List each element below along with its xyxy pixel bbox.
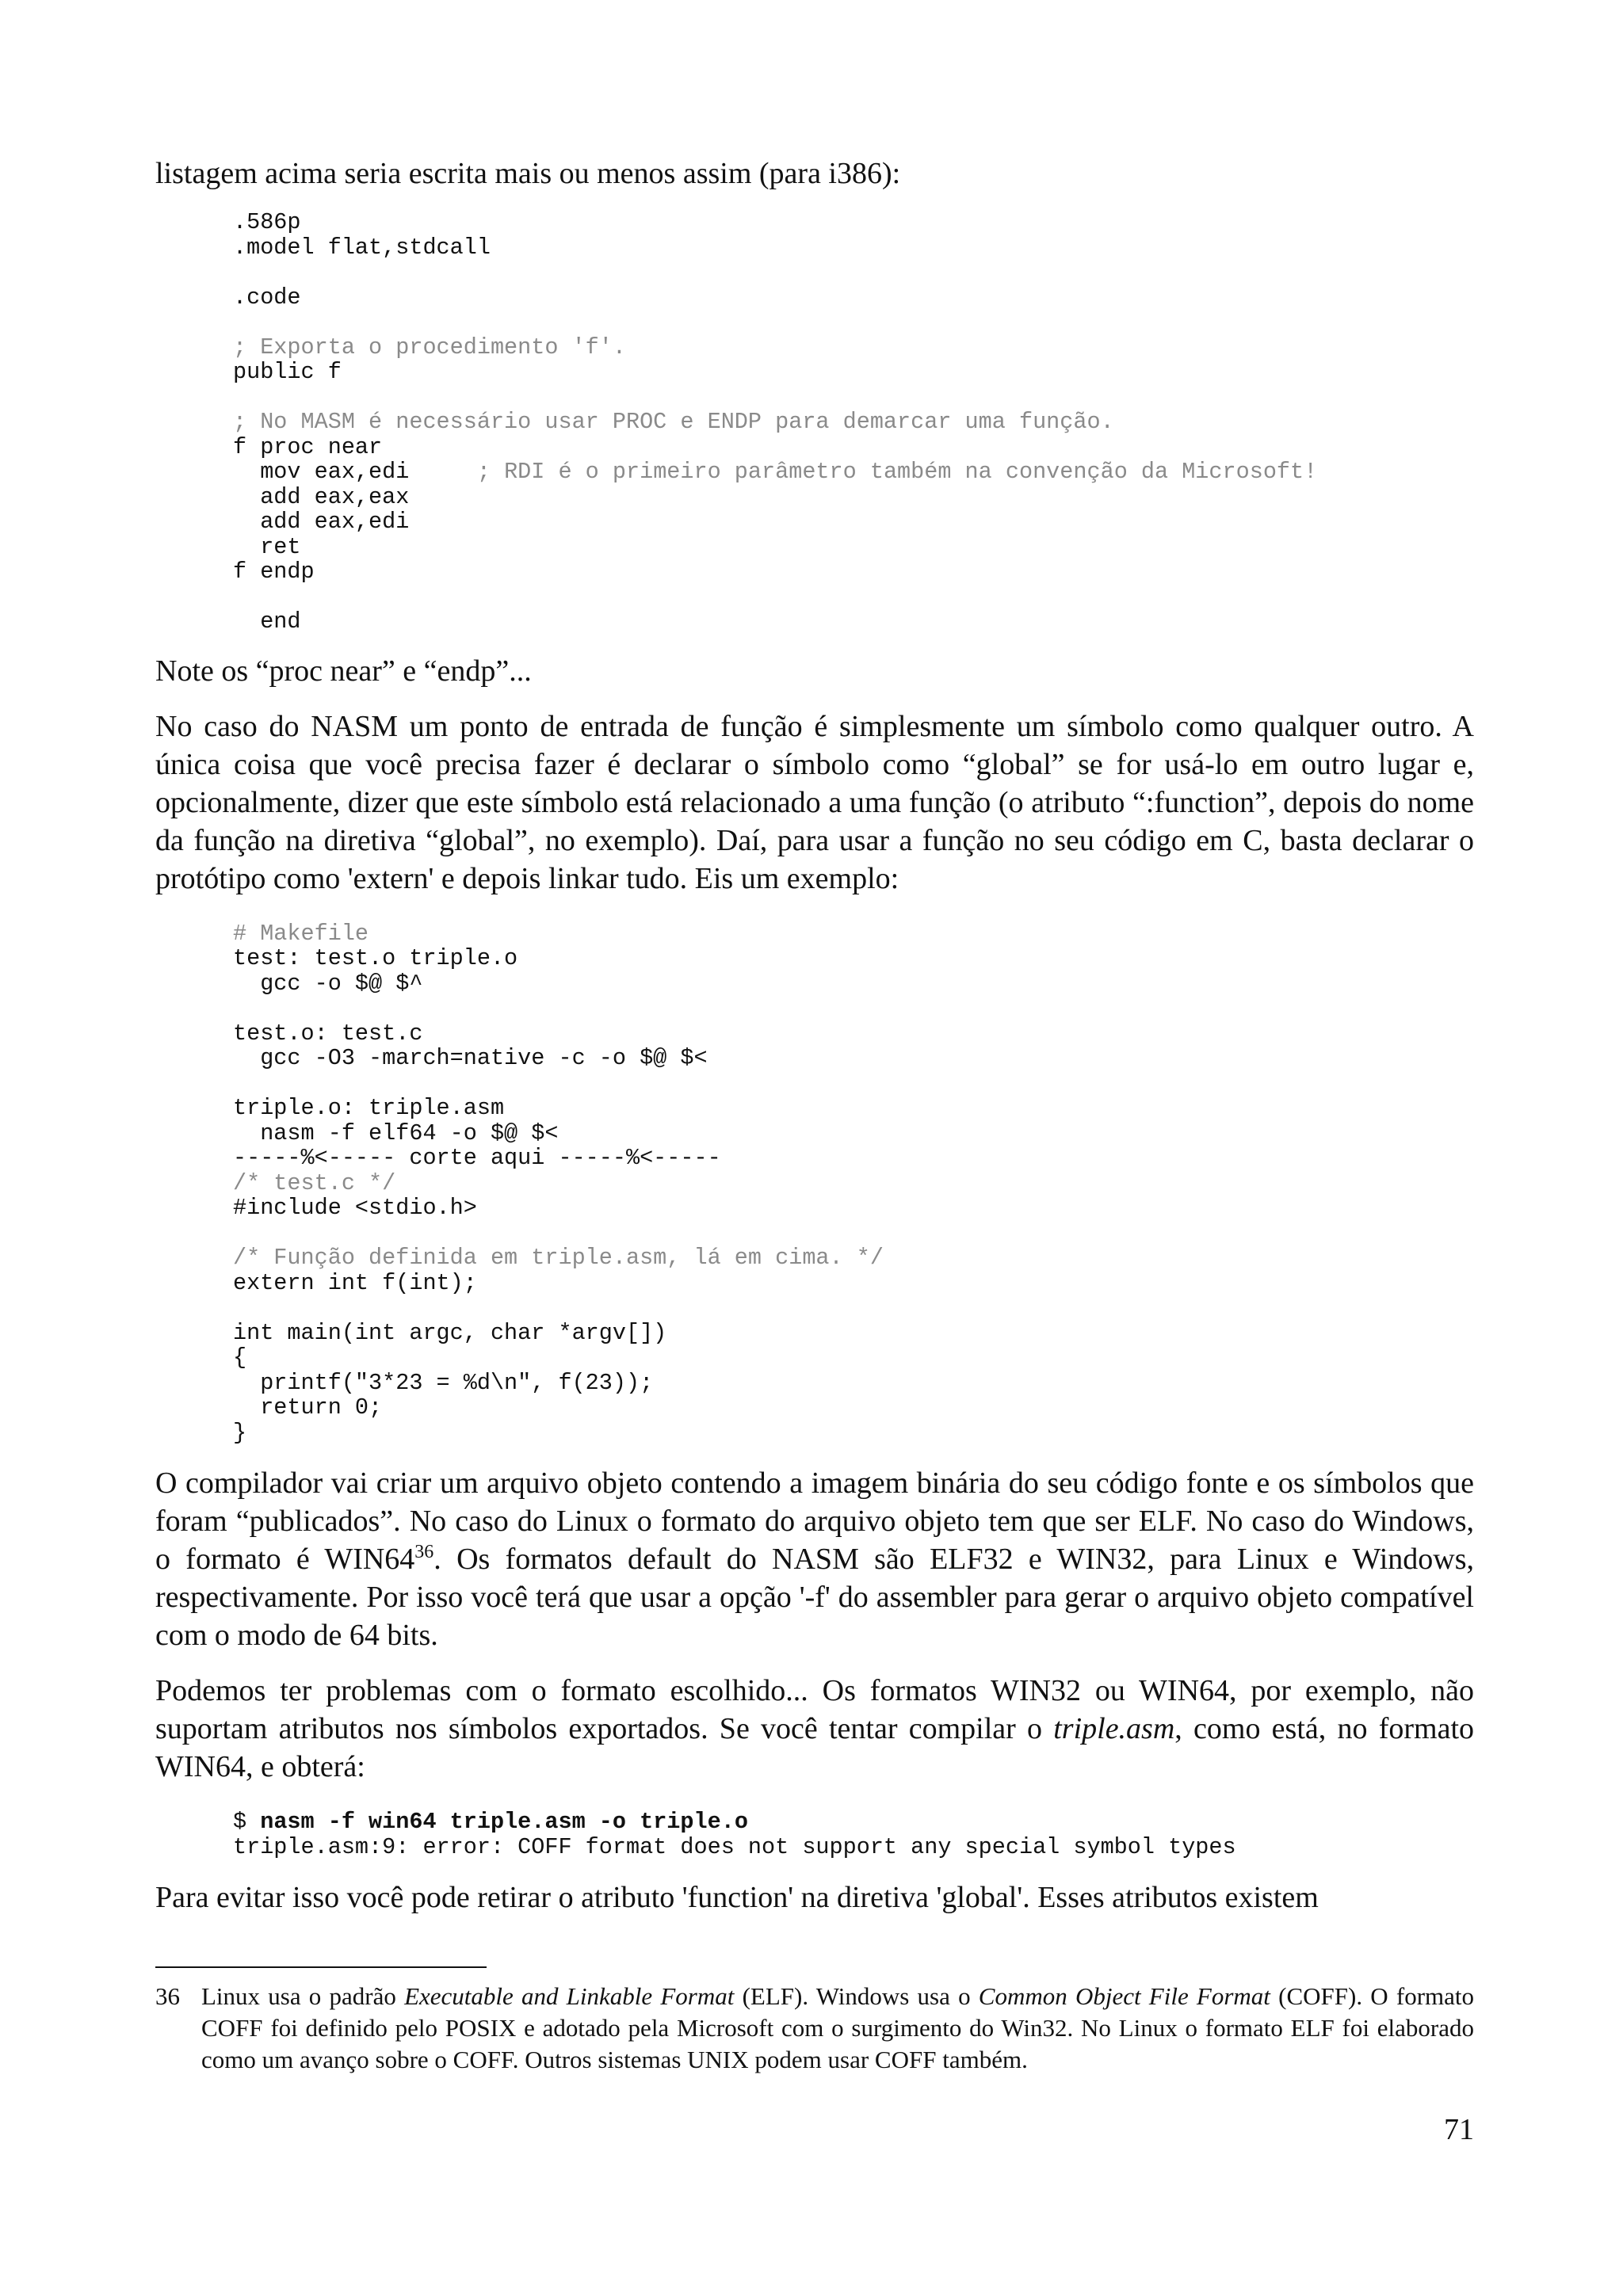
code-line: printf("3*23 = %d\n", f(23)); — [233, 1369, 654, 1396]
footnote — [155, 1981, 1474, 2076]
code-comment: ; Exporta o procedimento 'f'. — [233, 334, 626, 360]
footnote-reference: 36 — [414, 1542, 434, 1562]
code-comment: ; RDI é o primeiro parâmetro também na convenção da Microsoft! — [476, 459, 1318, 485]
code-line: ret — [233, 533, 301, 560]
filename-emphasis: triple.asm — [1053, 1712, 1175, 1745]
code-line: return 0; — [233, 1394, 383, 1421]
paragraph-text: Podemos ter problemas com o formato escolhido... Os formatos WIN32 ou WIN64, por exemplo, não suportam atributos nos símbolos exportados. Se você tentar compilar o — [155, 1674, 1474, 1745]
code-block-terminal — [155, 1810, 1474, 1859]
code-line: } — [233, 1419, 247, 1446]
code-line: add eax,edi — [233, 509, 410, 535]
page-body — [155, 154, 1474, 1917]
code-line: { — [233, 1344, 247, 1371]
code-line: .code — [233, 284, 301, 311]
code-line: f endp — [233, 559, 315, 585]
paragraph-avoid: Para evitar isso você pode retirar o atributo 'function' na diretiva 'global'. Esses atributos existem — [155, 1881, 1319, 1914]
code-line: .model flat,stdcall — [233, 234, 491, 261]
paragraph-compiler — [155, 1464, 1474, 1654]
code-line: test: test.o triple.o — [233, 945, 518, 971]
code-comment: # Makefile — [233, 920, 369, 947]
page-number: 71 — [1444, 2113, 1474, 2146]
code-line: test.o: test.c — [233, 1020, 423, 1047]
code-line: extern int f(int); — [233, 1269, 477, 1296]
footnote-text — [201, 1981, 1474, 2076]
code-comment: ; No MASM é necessário usar PROC e ENDP para demarcar uma função. — [233, 409, 1114, 435]
terminal-error: triple.asm:9: error: COFF format does not support any special symbol types — [233, 1833, 1236, 1860]
paragraph-note: Note os “proc near” e “endp”... — [155, 654, 532, 688]
code-line: int main(int argc, char *argv[]) — [233, 1319, 667, 1346]
footnote-emphasis: Executable and Linkable Format — [404, 1982, 735, 2010]
code-line: nasm -f elf64 -o $@ $< — [233, 1119, 559, 1146]
paragraph-intro: listagem acima seria escrita mais ou menos assim (para i386): — [155, 157, 901, 190]
footnote-emphasis: Common Object File Format — [978, 1982, 1270, 2010]
code-line: -----%<----- corte aqui -----%<----- — [233, 1145, 721, 1171]
code-line: gcc -O3 -march=native -c -o $@ $< — [233, 1045, 708, 1071]
code-line: add eax,eax — [233, 483, 410, 510]
code-line: public f — [233, 359, 342, 385]
code-line: .586p — [233, 209, 301, 235]
terminal-command: nasm -f win64 triple.asm -o triple.o — [260, 1809, 748, 1835]
paragraph-nasm-entry: No caso do NASM um ponto de entrada de função é simplesmente um símbolo como qualquer outro. A única coisa que você precisa fazer é declarar o símbolo como “global” se for usá-lo em outro lugar e, opcionalmente, dizer que este símbolo está relacionado a uma função (o atributo “:function”, depois do nome da função na diretiva “global”, no exemplo). Daí, para usar a função no seu código em C, basta declarar o protótipo como 'extern' e depois linkar tudo. Eis um exemplo: — [155, 709, 1474, 895]
paragraph-text: , como está, no formato WIN64, e obterá: — [155, 1712, 1474, 1783]
code-comment: /* test.c */ — [233, 1169, 396, 1196]
code-line: gcc -o $@ $^ — [233, 970, 423, 997]
footnote-part: (ELF). Windows usa o — [734, 1982, 979, 2010]
paragraph-formats — [155, 1672, 1474, 1786]
code-comment: /* Função definida em triple.asm, lá em cima. */ — [233, 1245, 884, 1271]
code-line: f proc near — [233, 433, 383, 460]
code-line: triple.o: triple.asm — [233, 1095, 505, 1121]
footnote-part: (COFF). O formato COFF foi definido pelo POSIX e adotado pela Microsoft com o surgimento do Win32. No Linux o formato ELF foi elaborado como um avanço sobre o COFF. Outros sistemas UNIX podem usar COFF também. — [201, 1982, 1475, 2073]
code-line: mov eax,edi — [233, 459, 477, 485]
footnote-separator — [155, 1966, 487, 1968]
paragraph-text: O compilador vai criar um arquivo objeto contendo a imagem binária do seu código fonte e os símbolos que foram “publicados”. No caso do Linux o formato do arquivo objeto tem que ser ELF. No caso do Windows, o formato é WIN64 — [155, 1466, 1474, 1576]
code-line: end — [233, 608, 301, 635]
code-block-makefile — [155, 921, 1474, 1446]
footnote-part: Linux usa o padrão — [201, 1982, 405, 2010]
paragraph-text: . Os formatos default do NASM são ELF32 e WIN32, para Linux e Windows, respectivamente. Por isso você terá que usar a opção '-f' do assembler para gerar o arquivo objeto compatível com o modo de 64 bits. — [155, 1543, 1474, 1652]
code-block-masm — [155, 210, 1474, 635]
code-line: #include <stdio.h> — [233, 1195, 477, 1221]
terminal-prompt: $ — [233, 1809, 261, 1835]
footnote-number: 36 — [155, 1982, 180, 2010]
